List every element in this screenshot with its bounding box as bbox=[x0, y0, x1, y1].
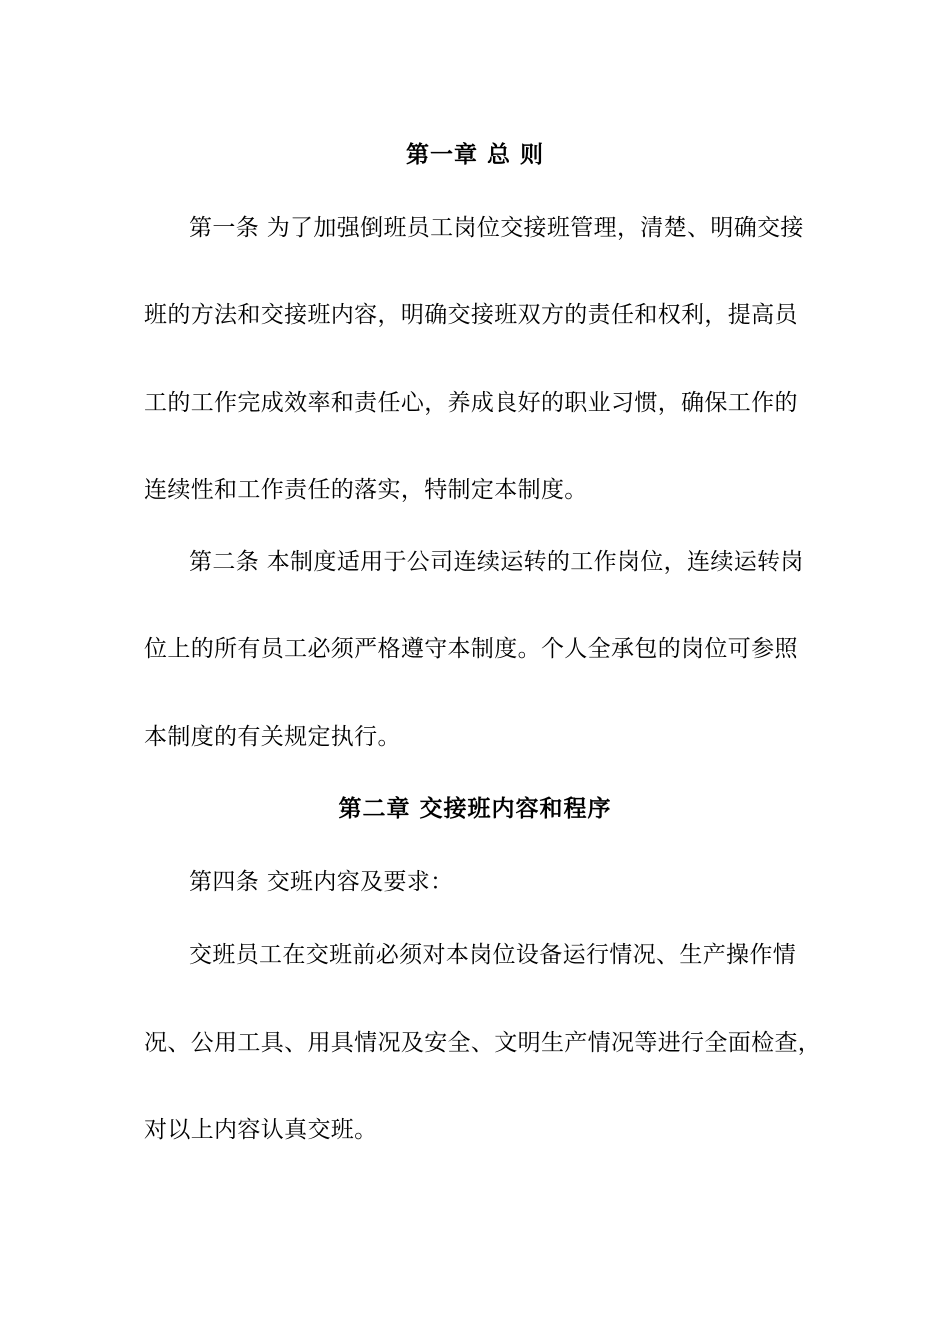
article2-line-2: 位上的所有员工必须严格遵守本制度。个人全承包的岗位可参照 bbox=[144, 636, 798, 662]
paragraph-line-1: 交班员工在交班前必须对本岗位设备运行情况、生产操作情 bbox=[189, 942, 797, 968]
article1-line-2: 班的方法和交接班内容，明确交接班双方的责任和权利，提高员 bbox=[144, 302, 798, 328]
article4-line-1: 第四条 交班内容及要求： bbox=[189, 869, 454, 895]
paragraph-line-3: 对以上内容认真交班。 bbox=[144, 1117, 378, 1143]
chapter1-title: 第一章 总 则 bbox=[405, 142, 544, 168]
article1-line-1: 第一条 为了加强倒班员工岗位交接班管理，清楚、明确交接 bbox=[189, 215, 804, 241]
article2-line-3: 本制度的有关规定执行。 bbox=[144, 724, 401, 750]
chapter2-title: 第二章 交接班内容和程序 bbox=[338, 796, 612, 822]
article1-line-4: 连续性和工作责任的落实，特制定本制度。 bbox=[144, 477, 588, 503]
article2-line-1: 第二条 本制度适用于公司连续运转的工作岗位，连续运转岗 bbox=[189, 549, 804, 575]
paragraph-line-2: 况、公用工具、用具情况及安全、文明生产情况等进行全面检查， bbox=[144, 1030, 822, 1056]
article1-line-3: 工的工作完成效率和责任心，养成良好的职业习惯，确保工作的 bbox=[144, 390, 798, 416]
